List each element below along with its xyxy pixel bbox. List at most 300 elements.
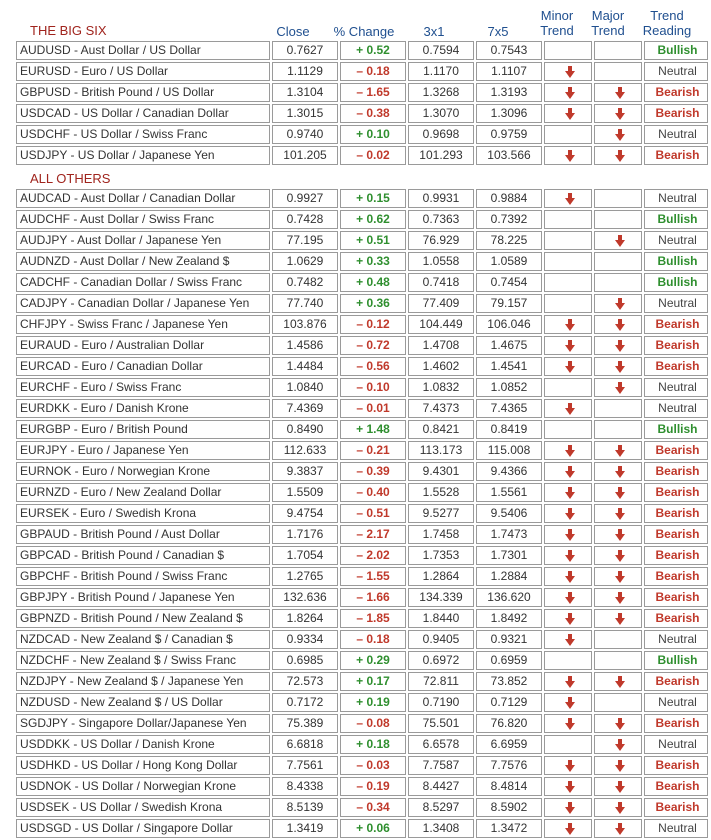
ma-7x5-cell: 0.6959 xyxy=(476,651,542,670)
down-arrow-icon xyxy=(565,340,575,352)
ma-7x5-cell: 1.2884 xyxy=(476,567,542,586)
change-cell: + 0.51 xyxy=(340,231,406,250)
down-arrow-icon xyxy=(565,634,575,646)
table-row xyxy=(16,146,708,165)
table-row xyxy=(16,609,708,628)
close-cell: 77.740 xyxy=(272,294,338,313)
table-row xyxy=(16,62,708,81)
trend-reading-cell: Bullish xyxy=(644,210,708,229)
minor-trend-cell xyxy=(544,567,592,586)
down-arrow-icon xyxy=(615,445,625,457)
down-arrow-icon xyxy=(565,718,575,730)
change-cell: – 0.56 xyxy=(340,357,406,376)
trend-reading-cell: Neutral xyxy=(644,125,708,144)
close-cell: 1.8264 xyxy=(272,609,338,628)
close-cell: 101.205 xyxy=(272,146,338,165)
minor-trend-cell xyxy=(544,441,592,460)
close-cell: 77.195 xyxy=(272,231,338,250)
down-arrow-icon xyxy=(565,823,575,835)
big-six-table xyxy=(14,39,710,167)
close-cell: 1.7054 xyxy=(272,546,338,565)
header-major-trend xyxy=(583,8,633,38)
all-others-table xyxy=(14,187,710,840)
trend-reading-cell: Bearish xyxy=(644,672,708,691)
trend-reading-cell: Bearish xyxy=(644,462,708,481)
down-arrow-icon xyxy=(615,529,625,541)
major-trend-cell xyxy=(594,609,642,628)
trend-reading-cell: Bearish xyxy=(644,441,708,460)
ma-7x5-cell: 0.9321 xyxy=(476,630,542,649)
down-arrow-icon xyxy=(565,193,575,205)
section-title-all-others: ALL OTHERS xyxy=(30,171,111,186)
change-cell: – 0.08 xyxy=(340,714,406,733)
minor-trend-cell xyxy=(544,777,592,796)
ma-7x5-cell: 1.3193 xyxy=(476,83,542,102)
header-change: % Change xyxy=(333,24,395,39)
table-row xyxy=(16,525,708,544)
down-arrow-icon xyxy=(565,550,575,562)
down-arrow-icon xyxy=(615,760,625,772)
down-arrow-icon xyxy=(565,66,575,78)
down-arrow-icon xyxy=(565,781,575,793)
ma-3x1-cell: 104.449 xyxy=(408,315,474,334)
minor-trend-cell xyxy=(544,756,592,775)
pair-name-cell: GBPNZD - British Pound / New Zealand $ xyxy=(16,609,270,628)
trend-reading-cell: Bearish xyxy=(644,146,708,165)
trend-reading-cell: Bullish xyxy=(644,651,708,670)
minor-trend-cell xyxy=(544,735,592,754)
major-trend-cell xyxy=(594,462,642,481)
pair-name-cell: USDJPY - US Dollar / Japanese Yen xyxy=(16,146,270,165)
ma-3x1-cell: 1.0832 xyxy=(408,378,474,397)
major-trend-cell xyxy=(594,420,642,439)
ma-7x5-cell: 9.4366 xyxy=(476,462,542,481)
close-cell: 1.1129 xyxy=(272,62,338,81)
close-cell: 0.9740 xyxy=(272,125,338,144)
change-cell: + 0.15 xyxy=(340,189,406,208)
table-row xyxy=(16,189,708,208)
trend-reading-cell: Bearish xyxy=(644,315,708,334)
table-row xyxy=(16,273,708,292)
ma-7x5-cell: 7.4365 xyxy=(476,399,542,418)
ma-3x1-cell: 0.6972 xyxy=(408,651,474,670)
change-cell: – 0.18 xyxy=(340,62,406,81)
table-row xyxy=(16,336,708,355)
down-arrow-icon xyxy=(615,571,625,583)
ma-3x1-cell: 1.3408 xyxy=(408,819,474,838)
ma-7x5-cell: 1.5561 xyxy=(476,483,542,502)
section-title-big-six: THE BIG SIX xyxy=(30,23,107,38)
close-cell: 9.4754 xyxy=(272,504,338,523)
ma-3x1-cell: 1.5528 xyxy=(408,483,474,502)
trend-reading-cell: Neutral xyxy=(644,378,708,397)
trend-reading-cell: Bullish xyxy=(644,273,708,292)
major-trend-cell xyxy=(594,336,642,355)
major-trend-cell xyxy=(594,83,642,102)
minor-trend-cell xyxy=(544,41,592,60)
down-arrow-icon xyxy=(565,802,575,814)
down-arrow-icon xyxy=(615,129,625,141)
down-arrow-icon xyxy=(615,382,625,394)
pair-name-cell: EURGBP - Euro / British Pound xyxy=(16,420,270,439)
ma-7x5-cell: 73.852 xyxy=(476,672,542,691)
ma-3x1-cell: 113.173 xyxy=(408,441,474,460)
down-arrow-icon xyxy=(565,697,575,709)
close-cell: 7.7561 xyxy=(272,756,338,775)
pair-name-cell: USDSGD - US Dollar / Singapore Dollar xyxy=(16,819,270,838)
table-row xyxy=(16,546,708,565)
minor-trend-cell xyxy=(544,273,592,292)
close-cell: 8.5139 xyxy=(272,798,338,817)
down-arrow-icon xyxy=(565,592,575,604)
pair-name-cell: GBPUSD - British Pound / US Dollar xyxy=(16,83,270,102)
minor-trend-cell xyxy=(544,104,592,123)
close-cell: 7.4369 xyxy=(272,399,338,418)
pair-name-cell: USDDKK - US Dollar / Danish Krone xyxy=(16,735,270,754)
major-trend-cell xyxy=(594,41,642,60)
ma-3x1-cell: 1.3268 xyxy=(408,83,474,102)
pair-name-cell: GBPJPY - British Pound / Japanese Yen xyxy=(16,588,270,607)
ma-7x5-cell: 8.5902 xyxy=(476,798,542,817)
change-cell: + 0.52 xyxy=(340,41,406,60)
table-row xyxy=(16,399,708,418)
pair-name-cell: USDCHF - US Dollar / Swiss Franc xyxy=(16,125,270,144)
major-trend-cell xyxy=(594,399,642,418)
trend-reading-cell: Bearish xyxy=(644,504,708,523)
ma-3x1-cell: 0.7190 xyxy=(408,693,474,712)
down-arrow-icon xyxy=(565,676,575,688)
trend-reading-cell: Bearish xyxy=(644,798,708,817)
major-trend-cell xyxy=(594,378,642,397)
ma-3x1-cell: 101.293 xyxy=(408,146,474,165)
change-cell: – 0.40 xyxy=(340,483,406,502)
major-trend-cell xyxy=(594,693,642,712)
close-cell: 6.6818 xyxy=(272,735,338,754)
major-trend-cell xyxy=(594,125,642,144)
ma-7x5-cell: 1.0589 xyxy=(476,252,542,271)
ma-3x1-cell: 0.7363 xyxy=(408,210,474,229)
close-cell: 72.573 xyxy=(272,672,338,691)
pair-name-cell: EURNZD - Euro / New Zealand Dollar xyxy=(16,483,270,502)
down-arrow-icon xyxy=(565,403,575,415)
major-trend-cell xyxy=(594,756,642,775)
table-row xyxy=(16,798,708,817)
close-cell: 1.5509 xyxy=(272,483,338,502)
trend-reading-cell: Neutral xyxy=(644,630,708,649)
major-trend-cell xyxy=(594,798,642,817)
pair-name-cell: USDCAD - US Dollar / Canadian Dollar xyxy=(16,104,270,123)
change-cell: – 0.34 xyxy=(340,798,406,817)
table-row xyxy=(16,714,708,733)
pair-name-cell: USDHKD - US Dollar / Hong Kong Dollar xyxy=(16,756,270,775)
down-arrow-icon xyxy=(615,466,625,478)
change-cell: – 1.65 xyxy=(340,83,406,102)
trend-reading-cell: Bullish xyxy=(644,252,708,271)
major-trend-cell xyxy=(594,146,642,165)
major-trend-cell xyxy=(594,441,642,460)
minor-trend-cell xyxy=(544,336,592,355)
ma-7x5-cell: 106.046 xyxy=(476,315,542,334)
change-cell: + 1.48 xyxy=(340,420,406,439)
ma-3x1-cell: 0.7418 xyxy=(408,273,474,292)
pair-name-cell: EURNOK - Euro / Norwegian Krone xyxy=(16,462,270,481)
major-trend-cell xyxy=(594,735,642,754)
close-cell: 0.7172 xyxy=(272,693,338,712)
close-cell: 9.3837 xyxy=(272,462,338,481)
pair-name-cell: AUDNZD - Aust Dollar / New Zealand $ xyxy=(16,252,270,271)
header-3x1: 3x1 xyxy=(423,24,445,39)
trend-reading-cell: Bearish xyxy=(644,83,708,102)
minor-trend-cell xyxy=(544,420,592,439)
table-row xyxy=(16,672,708,691)
table-row xyxy=(16,357,708,376)
minor-trend-cell xyxy=(544,819,592,838)
major-trend-cell xyxy=(594,483,642,502)
change-cell: – 0.19 xyxy=(340,777,406,796)
down-arrow-icon xyxy=(565,319,575,331)
pair-name-cell: NZDCHF - New Zealand $ / Swiss Franc xyxy=(16,651,270,670)
header-minor-line2: Trend xyxy=(540,23,574,38)
close-cell: 1.7176 xyxy=(272,525,338,544)
down-arrow-icon xyxy=(565,508,575,520)
trend-reading-cell: Bearish xyxy=(644,336,708,355)
minor-trend-cell xyxy=(544,462,592,481)
ma-7x5-cell: 79.157 xyxy=(476,294,542,313)
table-row xyxy=(16,252,708,271)
trend-reading-cell: Neutral xyxy=(644,693,708,712)
major-trend-cell xyxy=(594,189,642,208)
table-row xyxy=(16,756,708,775)
pair-name-cell: EURJPY - Euro / Japanese Yen xyxy=(16,441,270,460)
table-row xyxy=(16,777,708,796)
minor-trend-cell xyxy=(544,483,592,502)
close-cell: 0.9334 xyxy=(272,630,338,649)
trend-reading-cell: Neutral xyxy=(644,62,708,81)
pair-name-cell: EURCHF - Euro / Swiss Franc xyxy=(16,378,270,397)
down-arrow-icon xyxy=(615,150,625,162)
table-row xyxy=(16,504,708,523)
trend-reading-cell: Bearish xyxy=(644,777,708,796)
ma-3x1-cell: 8.5297 xyxy=(408,798,474,817)
ma-7x5-cell: 0.7454 xyxy=(476,273,542,292)
minor-trend-cell xyxy=(544,125,592,144)
minor-trend-cell xyxy=(544,525,592,544)
ma-3x1-cell: 1.2864 xyxy=(408,567,474,586)
header-trend-line1: Trend xyxy=(650,8,684,23)
change-cell: – 0.72 xyxy=(340,336,406,355)
change-cell: – 0.01 xyxy=(340,399,406,418)
table-row xyxy=(16,83,708,102)
header-trend-line2: Reading xyxy=(642,23,692,38)
header-minor-trend xyxy=(532,8,582,38)
close-cell: 0.7482 xyxy=(272,273,338,292)
ma-3x1-cell: 0.9931 xyxy=(408,189,474,208)
close-cell: 112.633 xyxy=(272,441,338,460)
ma-3x1-cell: 77.409 xyxy=(408,294,474,313)
pair-name-cell: NZDUSD - New Zealand $ / US Dollar xyxy=(16,693,270,712)
change-cell: + 0.17 xyxy=(340,672,406,691)
major-trend-cell xyxy=(594,525,642,544)
trend-reading-cell: Bearish xyxy=(644,756,708,775)
table-row xyxy=(16,588,708,607)
change-cell: + 0.19 xyxy=(340,693,406,712)
major-trend-cell xyxy=(594,651,642,670)
ma-3x1-cell: 1.4602 xyxy=(408,357,474,376)
ma-3x1-cell: 1.0558 xyxy=(408,252,474,271)
ma-3x1-cell: 1.4708 xyxy=(408,336,474,355)
trend-reading-cell: Bearish xyxy=(644,483,708,502)
ma-3x1-cell: 1.7353 xyxy=(408,546,474,565)
ma-3x1-cell: 9.4301 xyxy=(408,462,474,481)
major-trend-cell xyxy=(594,231,642,250)
ma-7x5-cell: 0.7543 xyxy=(476,41,542,60)
pair-name-cell: AUDCHF - Aust Dollar / Swiss Franc xyxy=(16,210,270,229)
pair-name-cell: NZDCAD - New Zealand $ / Canadian $ xyxy=(16,630,270,649)
change-cell: + 0.36 xyxy=(340,294,406,313)
pair-name-cell: EURSEK - Euro / Swedish Krona xyxy=(16,504,270,523)
ma-7x5-cell: 0.7392 xyxy=(476,210,542,229)
change-cell: – 0.21 xyxy=(340,441,406,460)
down-arrow-icon xyxy=(565,445,575,457)
pair-name-cell: EURAUD - Euro / Australian Dollar xyxy=(16,336,270,355)
trend-reading-cell: Bearish xyxy=(644,567,708,586)
major-trend-cell xyxy=(594,630,642,649)
trend-reading-cell: Bullish xyxy=(644,41,708,60)
minor-trend-cell xyxy=(544,210,592,229)
change-cell: – 1.66 xyxy=(340,588,406,607)
major-trend-cell xyxy=(594,672,642,691)
minor-trend-cell xyxy=(544,504,592,523)
trend-reading-cell: Bullish xyxy=(644,420,708,439)
table-row xyxy=(16,483,708,502)
ma-7x5-cell: 1.3472 xyxy=(476,819,542,838)
major-trend-cell xyxy=(594,210,642,229)
minor-trend-cell xyxy=(544,189,592,208)
table-row xyxy=(16,420,708,439)
down-arrow-icon xyxy=(565,613,575,625)
ma-7x5-cell: 1.4675 xyxy=(476,336,542,355)
down-arrow-icon xyxy=(615,361,625,373)
minor-trend-cell xyxy=(544,672,592,691)
pair-name-cell: EURUSD - Euro / US Dollar xyxy=(16,62,270,81)
change-cell: – 2.17 xyxy=(340,525,406,544)
header-major-line2: Trend xyxy=(591,23,625,38)
change-cell: + 0.62 xyxy=(340,210,406,229)
minor-trend-cell xyxy=(544,630,592,649)
close-cell: 103.876 xyxy=(272,315,338,334)
minor-trend-cell xyxy=(544,693,592,712)
table-row xyxy=(16,693,708,712)
down-arrow-icon xyxy=(615,340,625,352)
down-arrow-icon xyxy=(565,487,575,499)
down-arrow-icon xyxy=(615,319,625,331)
ma-7x5-cell: 103.566 xyxy=(476,146,542,165)
trend-reading-cell: Neutral xyxy=(644,399,708,418)
down-arrow-icon xyxy=(615,108,625,120)
change-cell: – 1.55 xyxy=(340,567,406,586)
ma-3x1-cell: 134.339 xyxy=(408,588,474,607)
close-cell: 1.2765 xyxy=(272,567,338,586)
down-arrow-icon xyxy=(615,508,625,520)
major-trend-cell xyxy=(594,357,642,376)
ma-3x1-cell: 7.7587 xyxy=(408,756,474,775)
ma-7x5-cell: 0.9884 xyxy=(476,189,542,208)
ma-3x1-cell: 1.7458 xyxy=(408,525,474,544)
pair-name-cell: GBPAUD - British Pound / Aust Dollar xyxy=(16,525,270,544)
close-cell: 1.3015 xyxy=(272,104,338,123)
major-trend-cell xyxy=(594,567,642,586)
table-row xyxy=(16,41,708,60)
down-arrow-icon xyxy=(565,529,575,541)
major-trend-cell xyxy=(594,819,642,838)
major-trend-cell xyxy=(594,273,642,292)
pair-name-cell: SGDJPY - Singapore Dollar/Japanese Yen xyxy=(16,714,270,733)
change-cell: – 2.02 xyxy=(340,546,406,565)
ma-7x5-cell: 115.008 xyxy=(476,441,542,460)
close-cell: 132.636 xyxy=(272,588,338,607)
ma-7x5-cell: 0.7129 xyxy=(476,693,542,712)
table-row xyxy=(16,567,708,586)
change-cell: + 0.29 xyxy=(340,651,406,670)
table-row xyxy=(16,630,708,649)
pair-name-cell: USDSEK - US Dollar / Swedish Krona xyxy=(16,798,270,817)
down-arrow-icon xyxy=(565,150,575,162)
table-row xyxy=(16,378,708,397)
ma-7x5-cell: 1.4541 xyxy=(476,357,542,376)
close-cell: 8.4338 xyxy=(272,777,338,796)
minor-trend-cell xyxy=(544,609,592,628)
ma-7x5-cell: 6.6959 xyxy=(476,735,542,754)
trend-reading-cell: Neutral xyxy=(644,735,708,754)
down-arrow-icon xyxy=(615,676,625,688)
table-row xyxy=(16,294,708,313)
minor-trend-cell xyxy=(544,714,592,733)
close-cell: 1.3419 xyxy=(272,819,338,838)
change-cell: – 0.18 xyxy=(340,630,406,649)
minor-trend-cell xyxy=(544,83,592,102)
close-cell: 0.8490 xyxy=(272,420,338,439)
pair-name-cell: AUDCAD - Aust Dollar / Canadian Dollar xyxy=(16,189,270,208)
major-trend-cell xyxy=(594,777,642,796)
down-arrow-icon xyxy=(565,466,575,478)
minor-trend-cell xyxy=(544,231,592,250)
major-trend-cell xyxy=(594,252,642,271)
change-cell: + 0.06 xyxy=(340,819,406,838)
trend-reading-cell: Neutral xyxy=(644,231,708,250)
down-arrow-icon xyxy=(615,235,625,247)
down-arrow-icon xyxy=(615,802,625,814)
minor-trend-cell xyxy=(544,588,592,607)
ma-7x5-cell: 78.225 xyxy=(476,231,542,250)
table-row xyxy=(16,462,708,481)
header-minor-line1: Minor xyxy=(540,8,574,23)
down-arrow-icon xyxy=(615,718,625,730)
minor-trend-cell xyxy=(544,399,592,418)
minor-trend-cell xyxy=(544,315,592,334)
change-cell: – 0.38 xyxy=(340,104,406,123)
ma-3x1-cell: 1.3070 xyxy=(408,104,474,123)
ma-3x1-cell: 9.5277 xyxy=(408,504,474,523)
ma-7x5-cell: 1.1107 xyxy=(476,62,542,81)
major-trend-cell xyxy=(594,588,642,607)
change-cell: – 0.10 xyxy=(340,378,406,397)
down-arrow-icon xyxy=(565,87,575,99)
ma-3x1-cell: 0.7594 xyxy=(408,41,474,60)
minor-trend-cell xyxy=(544,546,592,565)
pair-name-cell: EURCAD - Euro / Canadian Dollar xyxy=(16,357,270,376)
table-row xyxy=(16,819,708,838)
table-row xyxy=(16,210,708,229)
